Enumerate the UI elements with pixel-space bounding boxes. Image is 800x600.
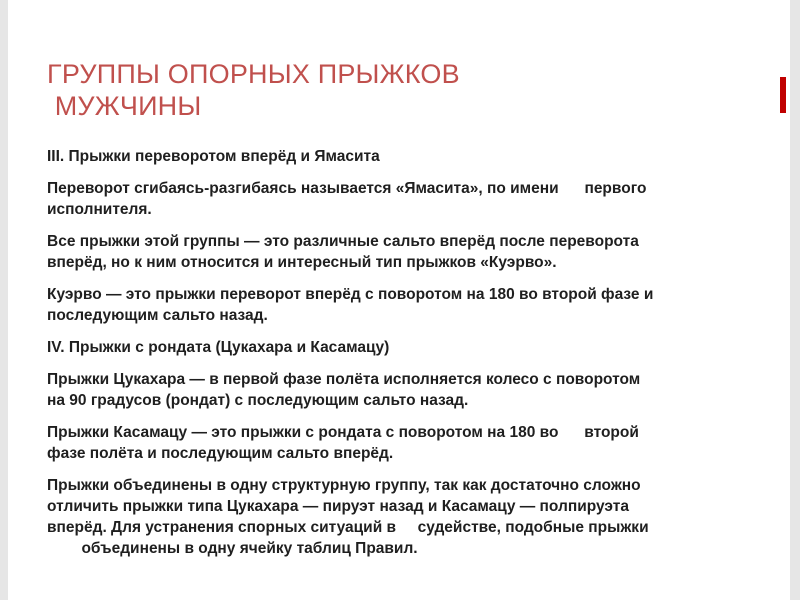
- right-border-bar: [790, 0, 800, 600]
- paragraph-kasamatsu: Прыжки Касамацу — это прыжки с рондата с поворотом на 180 во второй фазе полёта и последующим сальто вперёд.: [47, 424, 639, 462]
- slide-body: [47, 146, 772, 559]
- paragraph-kuervo: Куэрво — это прыжки переворот вперёд с поворотом на 180 во второй фазе и последующим сальто назад.: [47, 286, 654, 324]
- left-border-bar: [0, 0, 8, 600]
- heading-group-iii: III. Прыжки переворотом вперёд и Ямасита: [47, 148, 380, 165]
- paragraph-tsukahara: Прыжки Цукахара — в первой фазе полёта исполняется колесо с поворотом на 90 градусов (рондат) с последующим сальто назад.: [47, 371, 641, 409]
- title-accent-bar: [780, 77, 786, 113]
- paragraph-group-combined: Прыжки объединены в одну структурную группу, так как достаточно сложно отличить прыжки типа Цукахара — пируэт назад и Касамацу — полпируэта вперёд. Для устранения спорных ситуаций в судействе, подобные прыжки объединены в одну ячейку таблиц Правил.: [47, 477, 649, 557]
- paragraph-group-iii-salto: Все прыжки этой группы — это различные сальто вперёд после переворота вперёд, но к ним относится и интересный тип прыжков «Куэрво».: [47, 233, 639, 271]
- paragraph-yamashita: Переворот сгибаясь-разгибаясь называется «Ямасита», по имени первого исполнителя.: [47, 180, 647, 218]
- slide-title-line-1: ГРУППЫ ОПОРНЫХ ПРЫЖКОВ: [47, 59, 460, 89]
- heading-group-iv: IV. Прыжки с рондата (Цукахара и Касамацу): [47, 339, 390, 356]
- slide-title-line-2: МУЖЧИНЫ: [47, 91, 202, 121]
- slide-title: [47, 58, 767, 122]
